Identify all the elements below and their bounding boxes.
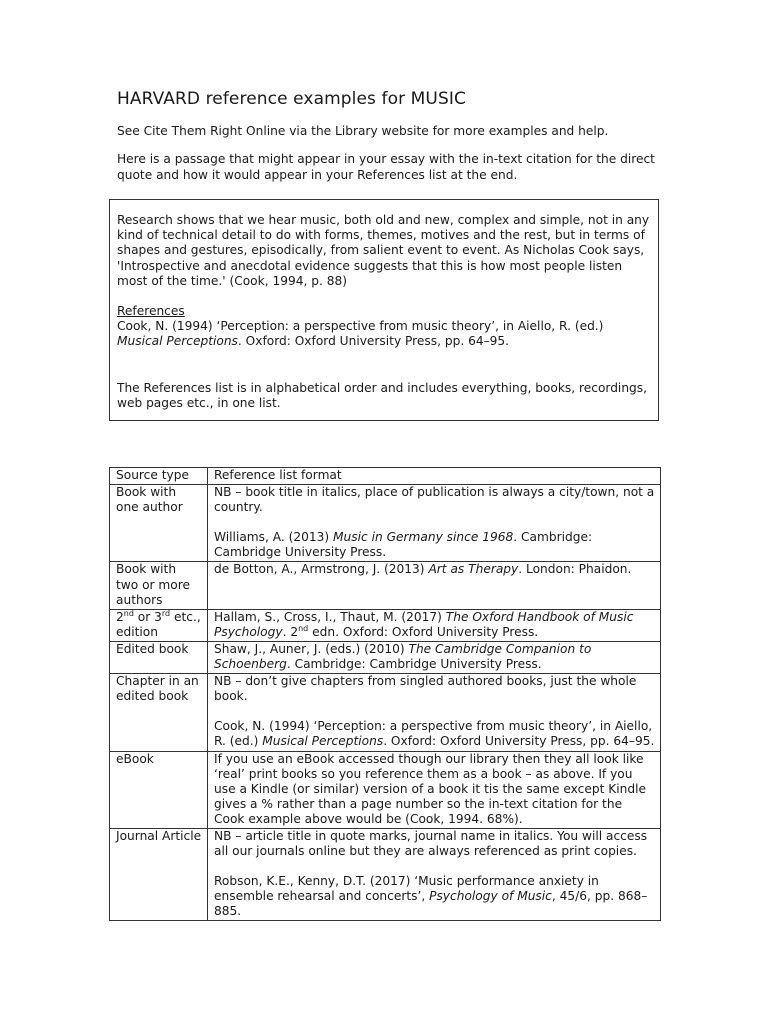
reference-format-table bbox=[109, 467, 661, 921]
source-type-cell: Book with two or more authors bbox=[110, 562, 208, 609]
document-title: HARVARD reference examples for MUSIC bbox=[117, 89, 466, 109]
intro-paragraph-passage: Here is a passage that might appear in your essay with the in-text citation for the direct quote and how it would appear in your References list at the end. bbox=[117, 152, 655, 182]
header-source-type: Source type bbox=[110, 468, 208, 485]
example-box bbox=[109, 199, 659, 421]
source-type-cell: Edited book bbox=[110, 641, 208, 673]
source-type-cell: Book with one author bbox=[110, 485, 208, 562]
table-row bbox=[110, 641, 661, 673]
table-row bbox=[110, 674, 661, 751]
format-example: Williams, A. (2013) Music in Germany since 1968. Cambridge: Cambridge University Press. bbox=[214, 530, 593, 560]
format-example: Hallam, S., Cross, I., Thaut, M. (2017) The Oxford Handbook of Music Psychology. 2nd edn. Oxford: Oxford University Press. bbox=[214, 609, 634, 639]
format-example: Robson, K.E., Kenny, D.T. (2017) ‘Music performance anxiety in ensemble rehearsal and concerts’, Psychology of Music, 45/6, pp. 868–885. bbox=[214, 874, 648, 919]
format-cell bbox=[208, 674, 661, 751]
format-example: de Botton, A., Armstrong, J. (2013) Art as Therapy. London: Phaidon. bbox=[214, 562, 632, 577]
format-cell: If you use an eBook accessed though our library then they all look like ‘real’ print books so you reference them as a book – as above. If you use a Kindle (or similar) version of a book it tis the same except Kindle gives a % rather than a page number so the in-text citation for the Cook example above would be (Cook, 1994. 68%). bbox=[208, 751, 661, 828]
intro-paragraph-help: See Cite Them Right Online via the Library website for more examples and help. bbox=[117, 124, 609, 138]
table-row bbox=[110, 562, 661, 609]
references-heading: References bbox=[117, 304, 185, 319]
format-cell bbox=[208, 641, 661, 673]
example-passage: Research shows that we hear music, both old and new, complex and simple, not in any kind of technical detail to do with forms, themes, motives and the rest, but in terms of shapes and gestures, episodically, from salient event to event. As Nicholas Cook says, 'Introspective and anecdotal evidence suggests that this is how most people listen most of the time.' (Cook, 1994, p. 88) bbox=[117, 213, 650, 288]
format-example: Cook, N. (1994) ‘Perception: a perspective from music theory’, in Aiello, R. (ed.) Musical Perceptions. Oxford: Oxford University Press, pp. 64–95. bbox=[214, 719, 655, 749]
table-header-row bbox=[110, 468, 661, 485]
source-type-cell: Chapter in an edited book bbox=[110, 674, 208, 751]
format-note: NB – don’t give chapters from singled authored books, just the whole book. bbox=[214, 674, 637, 704]
format-example: Shaw, J., Auner, J. (eds.) (2010) The Cambridge Companion to Schoenberg. Cambridge: Cambridge University Press. bbox=[214, 641, 592, 672]
format-note: NB – book title in italics, place of publication is always a city/town, not a country. bbox=[214, 485, 655, 515]
header-reference-format: Reference list format bbox=[208, 468, 661, 485]
table-row bbox=[110, 751, 661, 828]
format-cell bbox=[208, 609, 661, 641]
format-cell bbox=[208, 562, 661, 609]
table-row bbox=[110, 485, 661, 562]
table-row bbox=[110, 609, 661, 641]
source-type-cell: eBook bbox=[110, 751, 208, 828]
source-type-cell: 2nd or 3rd etc., edition bbox=[110, 609, 208, 641]
format-cell bbox=[208, 828, 661, 920]
table-row bbox=[110, 828, 661, 920]
example-reference-entry: Cook, N. (1994) ‘Perception: a perspective from music theory’, in Aiello, R. (ed.) Musical Perceptions. Oxford: Oxford University Press, pp. 64–95. bbox=[117, 319, 604, 349]
format-cell bbox=[208, 485, 661, 562]
source-type-cell: Journal Article bbox=[110, 828, 208, 920]
format-note: NB – article title in quote marks, journal name in italics. You will access all our journals online but they are always referenced as print copies. bbox=[214, 828, 648, 859]
references-note: The References list is in alphabetical order and includes everything, books, recordings, web pages etc., in one list. bbox=[117, 380, 648, 410]
